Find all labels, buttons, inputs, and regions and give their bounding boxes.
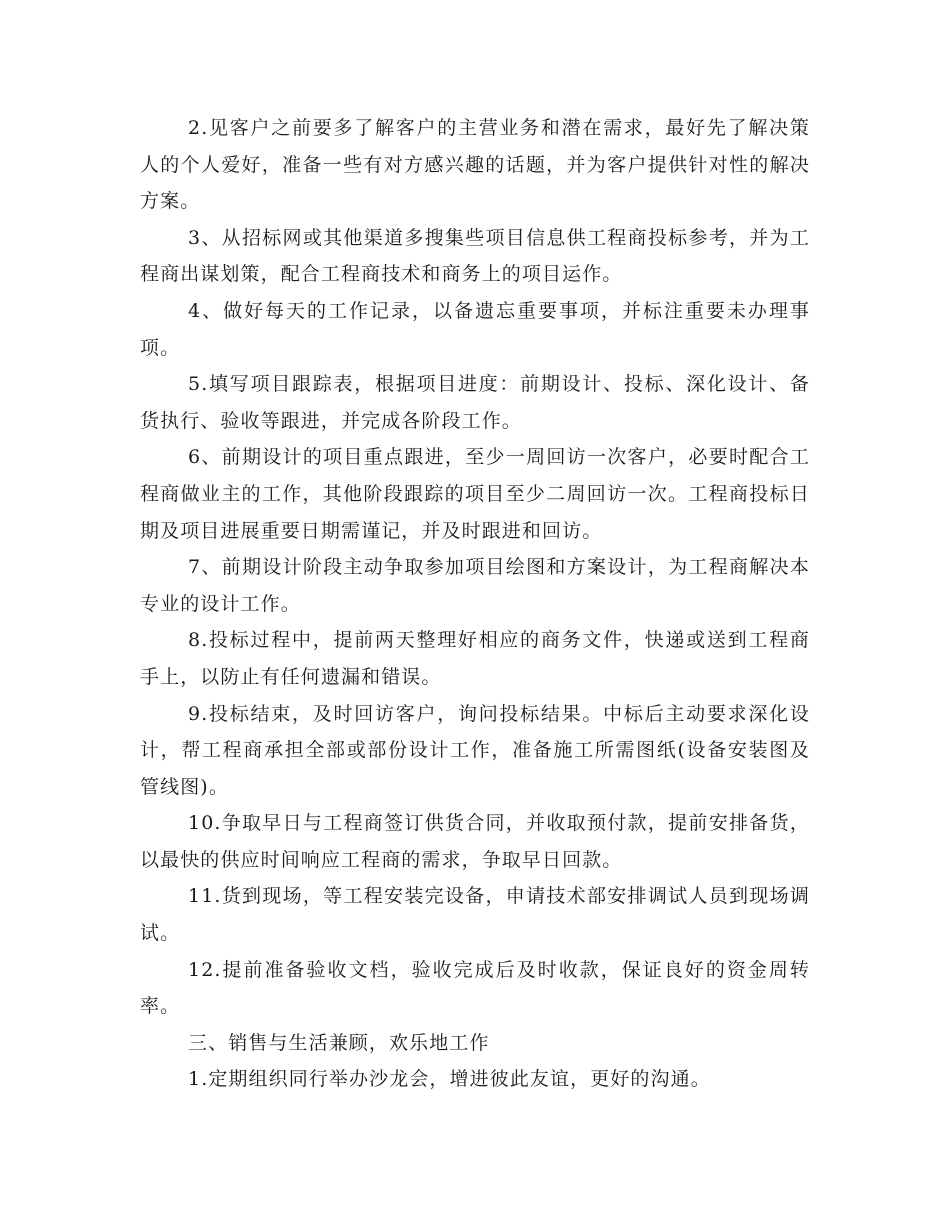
paragraph-item-11: 11.货到现场，等工程安装完设备，申请技术部安排调试人员到现场调试。	[140, 885, 810, 945]
paragraph-item-5: 5.填写项目跟踪表，根据项目进度：前期设计、投标、深化设计、备货执行、验收等跟进，并完成各阶段工作。	[140, 373, 810, 432]
paragraph-item-7: 7、前期设计阶段主动争取参加项目绘图和方案设计，为工程商解决本专业的设计工作。	[140, 556, 810, 615]
paragraph-item-1: 1.定期组织同行举办沙龙会，增进彼此友谊，更好的沟通。	[188, 1068, 711, 1091]
section-heading: 三、销售与生活兼顾，欢乐地工作	[188, 1031, 490, 1054]
paragraph-item-4: 4、做好每天的工作记录，以备遗忘重要事项，并标注重要未办理事项。	[140, 299, 810, 359]
paragraph-item-10: 10.争取早日与工程商签订供货合同，并收取预付款，提前安排备货，以最快的供应时间响应工程商的需求，争取早日回款。	[140, 812, 810, 871]
paragraph-item-6: 6、前期设计的项目重点跟进，至少一周回访一次客户，必要时配合工程商做业主的工作，其他阶段跟踪的项目至少二周回访一次。工程商投标日期及项目进展重要日期需谨记，并及时跟进和回访。	[140, 446, 810, 542]
document-page	[140, 110, 810, 1098]
paragraph-item-8: 8.投标过程中，提前两天整理好相应的商务文件，快递或送到工程商手上，以防止有任何遗漏和错误。	[140, 629, 810, 688]
paragraph-item-2: 2.见客户之前要多了解客户的主营业务和潜在需求，最好先了解决策人的个人爱好，准备一些有对方感兴趣的话题，并为客户提供针对性的解决方案。	[140, 117, 810, 213]
paragraph-item-9: 9.投标结束，及时回访客户，询问投标结果。中标后主动要求深化设计，帮工程商承担全部或部份设计工作，准备施工所需图纸(设备安装图及管线图)。	[140, 702, 810, 798]
paragraph-item-3: 3、从招标网或其他渠道多搜集些项目信息供工程商投标参考，并为工程商出谋划策，配合工程商技术和商务上的项目运作。	[140, 226, 810, 286]
paragraph-item-12: 12.提前准备验收文档，验收完成后及时收款，保证良好的资金周转率。	[140, 958, 810, 1018]
